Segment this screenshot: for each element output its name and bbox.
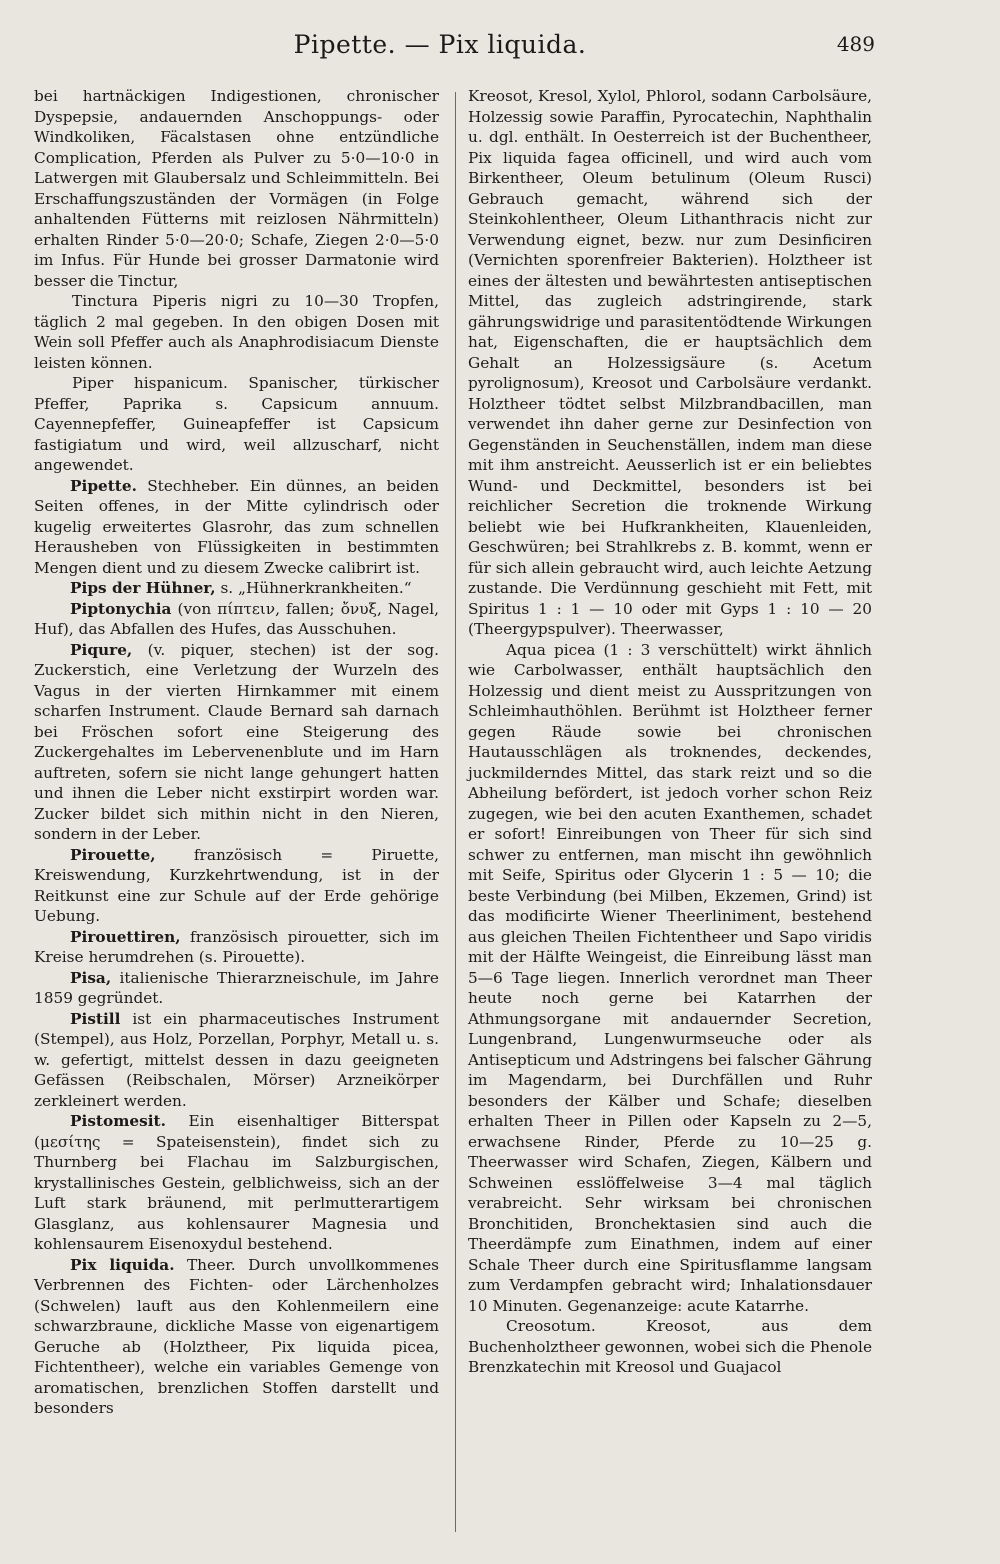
- entry-headword: Pisa,: [70, 968, 112, 987]
- entry-text: ist ein pharmaceutisches Instrument (Stempel), aus Holz, Porzellan, Porphyr, Metall u. s. w. gefertigt, mittelst dessen in dazu geeigneten Gefässen (Reibschalen, Mörser) Arzneikörper zerkleinert werden.: [34, 1009, 439, 1110]
- paragraph: [468, 640, 872, 1317]
- entry-text: Creosotum. Kreosot, aus dem Buchenholztheer gewonnen, wobei sich die Phenole Brenzkatechin mit Kreosol und Guajacol: [468, 1317, 872, 1376]
- entry-text: Theer. Durch unvollkommenes Verbrennen des Fichten- oder Lärchenholzes (Schwelen) lauft aus den Kohlenmeilern eine schwarzbraune, dickliche Masse von eigenartigem Geruche ab (Holztheer, Pix liquida picea, Fichtentheer), welche ein variables Gemenge von aromatischen, brenzlichen Stoffen darstellt und besonders: [34, 1255, 439, 1417]
- entry-headword: Pirouettiren,: [70, 927, 181, 946]
- entry-text: (von πίπτειν, fallen; ὄνυξ, Nagel, Huf), das Abfallen des Hufes, das Ausschuhen.: [34, 599, 439, 638]
- right-column: [468, 86, 872, 1378]
- entry-text: (v. piquer, stechen) ist der sog. Zuckerstich, eine Verletzung der Wurzeln des Vagus in der vierten Hirnkammer mit einem scharfen Instrument. Claude Bernard sah darnach bei Fröschen sofort eine Steigerung des Zuckergehaltes im Lebervenenblute und im Harn auftreten, sofern sie nicht lange gehungert hatten und ihnen die Leber nicht exstirpirt worden war. Zucker bildet sich mithin nicht in den Nieren, sondern in der Leber.: [34, 640, 439, 843]
- running-title: Pipette. — Pix liquida.: [293, 30, 587, 59]
- left-column: [34, 86, 439, 1419]
- dictionary-entry: [34, 578, 439, 599]
- dictionary-entry: [34, 845, 439, 927]
- entry-text: Stechheber. Ein dünnes, an beiden Seiten offenes, in der Mitte cylindrisch oder kugelig erweitertes Glasrohr, das zum schnellen Herausheben von Flüssigkeiten in bestimmten Mengen dient und zu diesem Zwecke calibrirt ist.: [34, 476, 439, 577]
- paragraph: [34, 373, 439, 476]
- entry-text: s. „Hühnerkrankheiten.“: [215, 579, 412, 597]
- entry-headword: Pirouette,: [70, 845, 156, 864]
- entry-headword: Piptonychia: [70, 599, 172, 618]
- page-number: 489: [836, 32, 875, 56]
- page-header: [0, 30, 1000, 60]
- dictionary-entry: [34, 1111, 439, 1255]
- dictionary-entry: [34, 476, 439, 579]
- column-divider: [455, 92, 456, 1532]
- entry-text: französisch = Piruette, Kreiswendung, Kurzkehrtwendung, ist in der Reitkunst eine zur Schule auf der Erde gehörige Uebung.: [34, 845, 439, 925]
- entry-text: Ein eisenhaltiger Bitterspat (μεσίτης = Spateisenstein), findet sich zu Thurnberg bei Flachau im Salzburgischen, krystallinisches Gestein, gelblichweiss, sich an der Luft stark bräunend, mit perlmutterartigem Glasglanz, aus kohlensaurer Magnesia und kohlensaurem Eisenoxydul bestehend.: [34, 1112, 439, 1253]
- dictionary-entry: [34, 927, 439, 968]
- entry-text: Tinctura Piperis nigri zu 10—30 Tropfen, täglich 2 mal gegeben. In den obigen Dosen mit Wein soll Pfeffer auch als Anaphrodisiacum Dienste leisten können.: [34, 292, 439, 372]
- dictionary-entry: [34, 968, 439, 1009]
- paragraph: [468, 86, 872, 640]
- dictionary-entry: [34, 1009, 439, 1112]
- entry-headword: Pipette.: [70, 476, 137, 495]
- entry-headword: Piqure,: [70, 640, 133, 659]
- entry-headword: Pistomesit.: [70, 1112, 166, 1130]
- entry-headword: Pix liquida.: [70, 1255, 175, 1274]
- paragraph: [468, 1316, 872, 1378]
- paragraph: [34, 291, 439, 373]
- entry-text: bei hartnäckigen Indigestionen, chronischer Dyspepsie, andauernden Anschoppungs- oder Windkoliken, Fäcalstasen ohne entzündliche Complication, Pferden als Pulver zu 5·0—10·0 in Latwergen mit Glaubersalz und Schleimmitteln. Bei Erschaffungszuständen der Vormägen (in Folge anhaltenden Fütterns mit reizlosen Nährmitteln) erhalten Rinder 5·0—20·0; Schafe, Ziegen 2·0—5·0 im Infus. Für Hunde bei grosser Darmatonie wird besser die Tinctur,: [34, 87, 439, 290]
- entry-text: Kreosot, Kresol, Xylol, Phlorol, sodann Carbolsäure, Holzessig sowie Paraffin, Pyrocatechin, Naphthalin u. dgl. enthält. In Oesterreich ist der Buchentheer, Pix liquida fagea officinell, und wird auch vom Birkentheer, Oleum betulinum (Oleum Rusci) Gebrauch gemacht, während sich der Steinkohlentheer, Oleum Lithanthracis nicht zur Verwendung eignet, bezw. nur zum Desinficiren (Vernichten sporenfreier Bakterien). Holztheer ist eines der ältesten und bewährtesten antiseptischen Mittel, das zugleich adstringirende, stark gährungswidrige und parasitentödtende Wirkungen hat, Eigenschaften, die er hauptsächlich dem Gehalt an Holzessigsäure (s. Acetum pyrolignosum), Kreosot und Carbolsäure verdankt. Holztheer tödtet selbst Milzbrandbacillen, man verwendet ihn daher gerne zur Desinfection von Gegenständen in Seuchenställen, indem man diese mit ihm anstreicht. Aeusserlich ist er ein beliebtes Wund- und Deckmittel, besonders ist bei reichlicher Secretion die troknende Wirkung beliebt wie bei Hufkrankheiten, Klauenleiden, Geschwüren; bei Strahlkrebs z. B. kommt, wenn er für sich allein gebraucht wird, auch leichte Aetzung zustande. Die Verdünnung geschieht mit Fett, mit Spiritus 1 : 1 — 10 oder mit Gyps 1 : 10 — 20 (Theergypspulver). Theerwasser,: [468, 87, 872, 638]
- dictionary-entry: [34, 599, 439, 640]
- entry-headword: Pips der Hühner,: [70, 579, 216, 597]
- dictionary-entry: [34, 1255, 439, 1419]
- dictionary-entry: [34, 640, 439, 845]
- entry-text: italienische Thierarzneischule, im Jahre 1859 gegründet.: [34, 968, 439, 1007]
- entry-text: französisch pirouetter, sich im Kreise herumdrehen (s. Pirouette).: [34, 927, 439, 966]
- entry-text: Piper hispanicum. Spanischer, türkischer Pfeffer, Paprika s. Capsicum annuum. Cayennepfeffer, Guineapfeffer ist Capsicum fastigiatum und wird, weil allzuscharf, nicht angewendet.: [34, 374, 439, 474]
- entry-headword: Pistill: [70, 1009, 121, 1028]
- entry-text: Aqua picea (1 : 3 verschüttelt) wirkt ähnlich wie Carbolwasser, enthält hauptsächlich den Holzessig und dient meist zu Ausspritzungen von Schleimhauthöhlen. Berühmt ist Holztheer ferner gegen Räude sowie bei chronischen Hautausschlägen als troknendes, deckendes, juckmilderndes Mittel, das stark reizt und so die Abheilung befördert, ist jedoch vorher schon Reiz zugegen, wie bei den acuten Exanthemen, schadet er sofort! Einreibungen von Theer für sich sind schwer zu entfernen, man mischt ihn gewöhnlich mit Seife, Spiritus oder Glycerin 1 : 5 — 10; die beste Verbindung (bei Milben, Ekzemen, Grind) ist das modificirte Wiener Theerliniment, bestehend aus gleichen Theilen Fichtentheer und Sapo viridis mit der Hälfte Weingeist, die Einreibung lässt man 5—6 Tage liegen. Innerlich verordnet man Theer heute noch gerne bei Katarrhen der Athmungsorgane mit andauernder Secretion, Lungenbrand, Lungenwurmseuche oder als Antisepticum und Adstringens bei falscher Gährung im Magendarm, bei Durchfällen und Ruhr besonders der Kälber und Schafe; dieselben erhalten Theer in Pillen oder Kapseln zu 2—5, erwachsene Rinder, Pferde zu 10—25 g. Theerwasser wird Schafen, Ziegen, Kälbern und Schweinen esslöffelweise 3—4 mal täglich verabreicht. Sehr wirksam bei chronischen Bronchitiden, Bronchektasien sind auch die Theerdämpfe zum Einathmen, indem auf einer Schale Theer durch eine Spiritusflamme langsam zum Verdampfen gebracht wird; Inhalationsdauer 10 Minuten. Gegenanzeige: acute Katarrhe.: [468, 640, 872, 1315]
- paragraph: [34, 86, 439, 291]
